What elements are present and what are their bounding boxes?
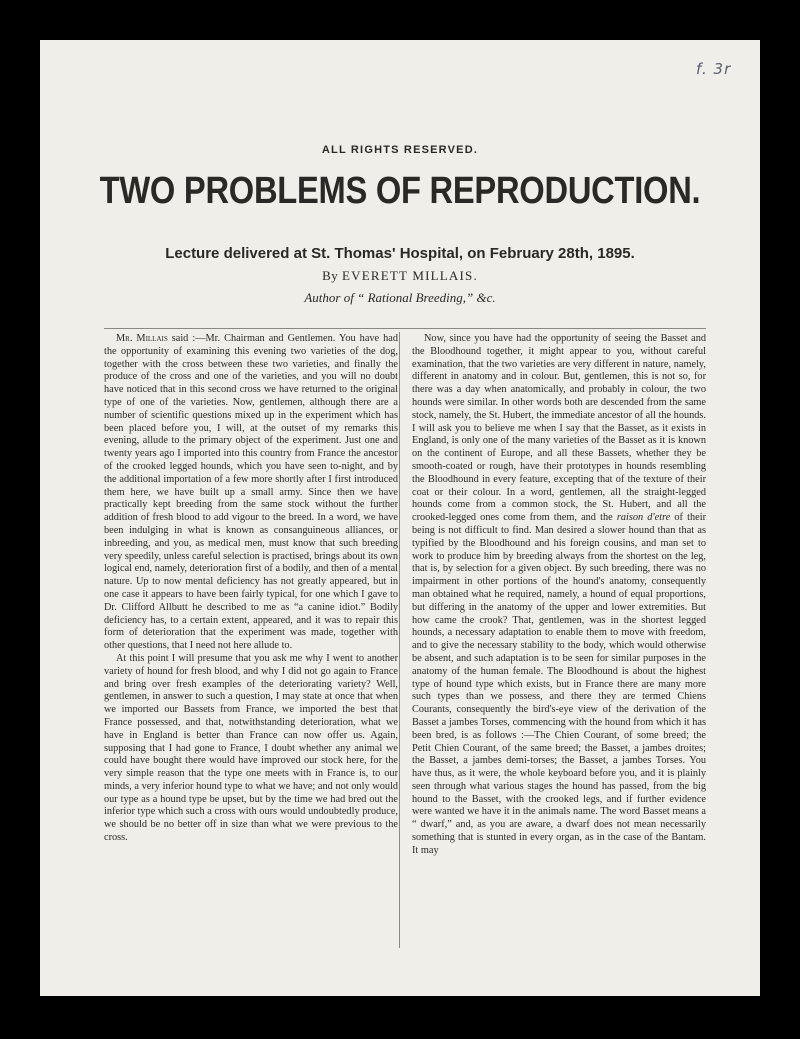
paragraph: At this point I will presume that you ask me why I went to another variety of hound for fresh blood, and why I did not go again to France and bring over fresh examples of the deteriorating variety? Well, gentlemen, in answer to such a question, I may state at once that when we imported our Bassets from France, we imported the best that France possessed, and that, notwithstanding deterioration, what we have in England is better than France can now offer us. Again, supposing that I had gone to France, I doubt whether any animal we could have bought there would have improved our stock here, for the very simple reason that the type one meets with in France is, to our minds, a very inferior hound type to what we have; and not only would our type as a hound type be upset, but by the time we had bred out the inferior type which such a cross with ours would undoubtedly produce, we should be no better off in size than what we were previous to the cross. xyxy=(104,652,398,844)
paragraph xyxy=(104,333,398,653)
italic-phrase: raison d'etre xyxy=(616,512,671,524)
paragraph xyxy=(412,333,706,858)
header-rule xyxy=(104,328,706,329)
document-page xyxy=(40,40,760,996)
lecture-subtitle: Lecture delivered at St. Thomas' Hospital, on February 28th, 1895. xyxy=(165,245,635,262)
column-divider xyxy=(399,332,400,948)
byline xyxy=(40,268,760,284)
paragraph-text: said :—Mr. Chairman and Gentlemen. You have had the opportunity of examining this evening two varieties of the dog, together with the cross between these two varieties, and finally the produce of the cross and one of the varieties, and you will no doubt have noticed that in this second cross we have returned to the original type of one of the varieties. Now, gentlemen, although there are a number of scientific questions mixed up in the experiment which has been placed before you, I will, at the outset of my remarks this evening, allude to the primary object of the experiment. Just one and twenty years ago I imported into this country from France the ancestor of the crooked legged hounds, which you have seen to-night, and by the additional importation of a few more shortly after I first introduced them here, we have built up a small army. Since then we have practically kept breeding from the same stock without the further addition of fresh blood to add vigour to the breed. In a word, we have been indulging in what is known as consanguineous alliances, or inbreeding, and you, as medical men, must know that such breeding very speedily, unless careful selection is practised, brings about its own logical end, namely, deterioration first of a bodily, and then of a mental nature. Up to now mental deficiency has not greatly appeared, but in one case it appears to have been fairly typical, for one which I gave to Dr. Clifford Allbutt he described to me as “a canine idiot.” Bodily deficiency has, to a certain extent, appeared, and it was to repair this form of deterioration that the experiment was made, together with other questions, that I need not here allude to. xyxy=(104,333,398,652)
speaker-name: Mr. Millais xyxy=(116,333,168,344)
page-title: TWO PROBLEMS OF REPRODUCTION. xyxy=(99,170,701,212)
byline-prefix: By xyxy=(322,268,339,283)
paragraph-text: of their being is not difficult to find. Man desired a slower hound than that as typified by the Bloodhound and his foreign cousins, and man set to work to produce him by breeding always from the shortest on the leg, that is, by selection for a given object. By such breeding, there was no impairment in other portions of the hound's anatomy, consequently man obtained what he required, namely, a hound of equal proportions, but differing in the anatomy of the upper and lower extremities. But how came the crook? That, gentlemen, was in the shortest legged hounds, a necessary adaptation to enable them to move with freedom, and to give the necessary stability to the body, which would otherwise be absent, and such adaptation is to be seen for similar purposes in the anatomy of the human female. The Bloodhound is about the highest type of hound type which exists, but in France there are many more such types than we possess, and there they are termed Chiens Courants, consequently the bird's-eye view of the derivation of the Basset a jambes Torses, commencing with the hound from which it has been bred, is as follows :—The Chien Courant, of some breed; the Petit Chien Courant, of the same breed; the Basset, a jambes droites; the Basset, a jambes demi-torses; the Basset, a jambes Torses. You have thus, as it were, the whole keyboard before you, and it is plainly seen through what various stages the hound has passed, from the big hound to the Basset, with the crooked legs, and if further evidence were wanted we have it in the animals name. The word Basset means a “ dwarf,” and, as you are aware, a dwarf does not mean necessarily something that is stunted in every organ, as in the case of the Bantam. It may xyxy=(412,512,706,856)
author-credit xyxy=(40,290,760,306)
left-column xyxy=(104,333,398,953)
credit-work: “ Rational Breeding,” &c. xyxy=(357,290,496,305)
paragraph-text: Now, since you have had the opportunity of seeing the Basset and the Bloodhound together, it might appear to you, without careful examination, that the two varieties are very different in nature, namely, different in anatomy and in colour. But, gentlemen, this is not so, for there was a day when anatomically, and probably in colour, the two hounds were similar. In other words both are descended from the same stock, namely, the St. Hubert, the immediate ancestor of all the hounds. I will ask you to believe me when I say that the Basset, as it exists in England, is only one of the many varieties of the Basset as it is known on the continent of Europe, and all these Bassets, whether they be smooth-coated or rough, have their prototypes in hounds resembling the Bloodhound in every feature, excepting that of the texture of their coat or their colour. In a word, gentlemen, all the straight-legged hounds come from a common stock, the St. Hubert, and all the crooked-legged ones come from them, and the xyxy=(412,333,706,524)
right-column xyxy=(412,333,706,953)
rights-notice: ALL RIGHTS RESERVED. xyxy=(321,144,479,156)
folio-mark: f. 3r xyxy=(696,60,732,78)
credit-prefix: Author of xyxy=(304,290,354,305)
author-name: EVERETT MILLAIS. xyxy=(341,268,478,283)
